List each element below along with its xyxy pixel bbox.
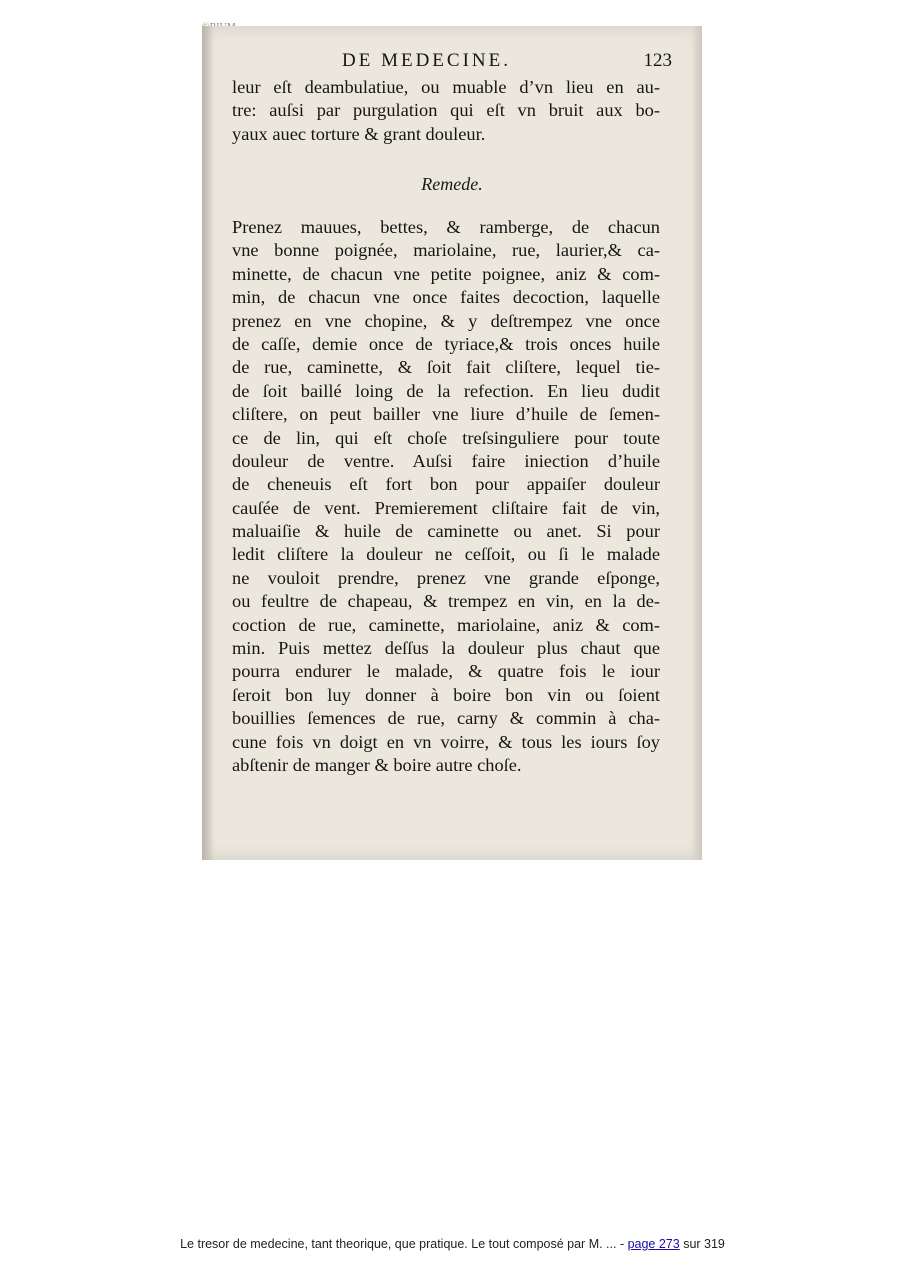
text-line: cauſée de vent. Premierement cliſtaire fait de vin, — [232, 497, 660, 518]
text-line: de cheneuis eſt fort bon pour appaiſer douleur — [232, 474, 660, 495]
text-line: min, de chacun vne once faites decoction, laquelle — [232, 287, 660, 308]
text-line: minette, de chacun vne petite poignee, aniz & com- — [232, 263, 660, 284]
text-line: de caſſe, demie once de tyriace,& trois onces huile — [232, 333, 660, 354]
caption-page-total: sur 319 — [679, 1237, 725, 1251]
text-line: leur eſt deambulatiue, ou muable d’vn lieu en au- — [232, 77, 660, 97]
text-line: cliſtere, on peut bailler vne liure d’huile de ſemen- — [232, 404, 660, 425]
scanned-page — [202, 26, 702, 860]
page-link[interactable]: page 273 — [627, 1237, 680, 1251]
running-head: DE MEDECINE. — [342, 50, 511, 71]
page-number: 123 — [643, 50, 672, 71]
text-line: ou feultre de chapeau, & trempez en vin, en la de- — [232, 591, 660, 612]
text-line: coction de rue, caminette, mariolaine, aniz & com- — [232, 614, 660, 635]
text-line: vne bonne poignée, mariolaine, rue, laurier,& ca- — [232, 240, 660, 261]
text-line: ſeroit bon luy donner à boire bon vin ou ſoient — [232, 684, 660, 705]
text-line: bouillies ſemences de rue, carny & commin à cha- — [232, 708, 660, 729]
text-line: douleur de ventre. Auſsi faire iniection d’huile — [232, 450, 660, 471]
text-line: abſtenir de manger & boire autre choſe. — [232, 754, 522, 775]
section-heading: Remede. — [421, 174, 483, 194]
text-line: cune fois vn doigt en vn voirre, & tous les iours ſoy — [232, 731, 660, 752]
text-line: yaux auec torture & grant douleur. — [232, 123, 486, 144]
text-line: ledit cliſtere la douleur ne ceſſoit, ou ſi le malade — [232, 544, 660, 565]
text-line: prenez en vne chopine, & y deſtrempez vne once — [232, 310, 660, 331]
text-line: de rue, caminette, & ſoit fait cliſtere, lequel tie- — [232, 357, 660, 378]
document-caption — [0, 1237, 905, 1251]
text-line: maluaiſie & huile de caminette ou anet. Si pour — [232, 521, 660, 542]
text-line: ce de lin, qui eſt choſe treſsinguliere pour toute — [232, 427, 660, 448]
caption-title: Le tresor de medecine, tant theorique, que pratique. Le tout composé par M. ... - — [180, 1237, 628, 1251]
text-line: ne vouloit prendre, prenez vne grande eſponge, — [232, 567, 660, 588]
main-paragraph — [232, 216, 660, 777]
text-line: tre: auſsi par purgulation qui eſt vn bruit aux bo- — [232, 100, 660, 121]
text-line: Prenez mauues, bettes, & ramberge, de chacun — [232, 217, 660, 237]
text-line: pourra endurer le malade, & quatre fois le iour — [232, 661, 660, 682]
text-line: de ſoit baillé loing de la refection. En lieu dudit — [232, 380, 660, 401]
top-paragraph — [232, 76, 660, 146]
text-line: min. Puis mettez deſſus la douleur plus chaut que — [232, 638, 660, 659]
